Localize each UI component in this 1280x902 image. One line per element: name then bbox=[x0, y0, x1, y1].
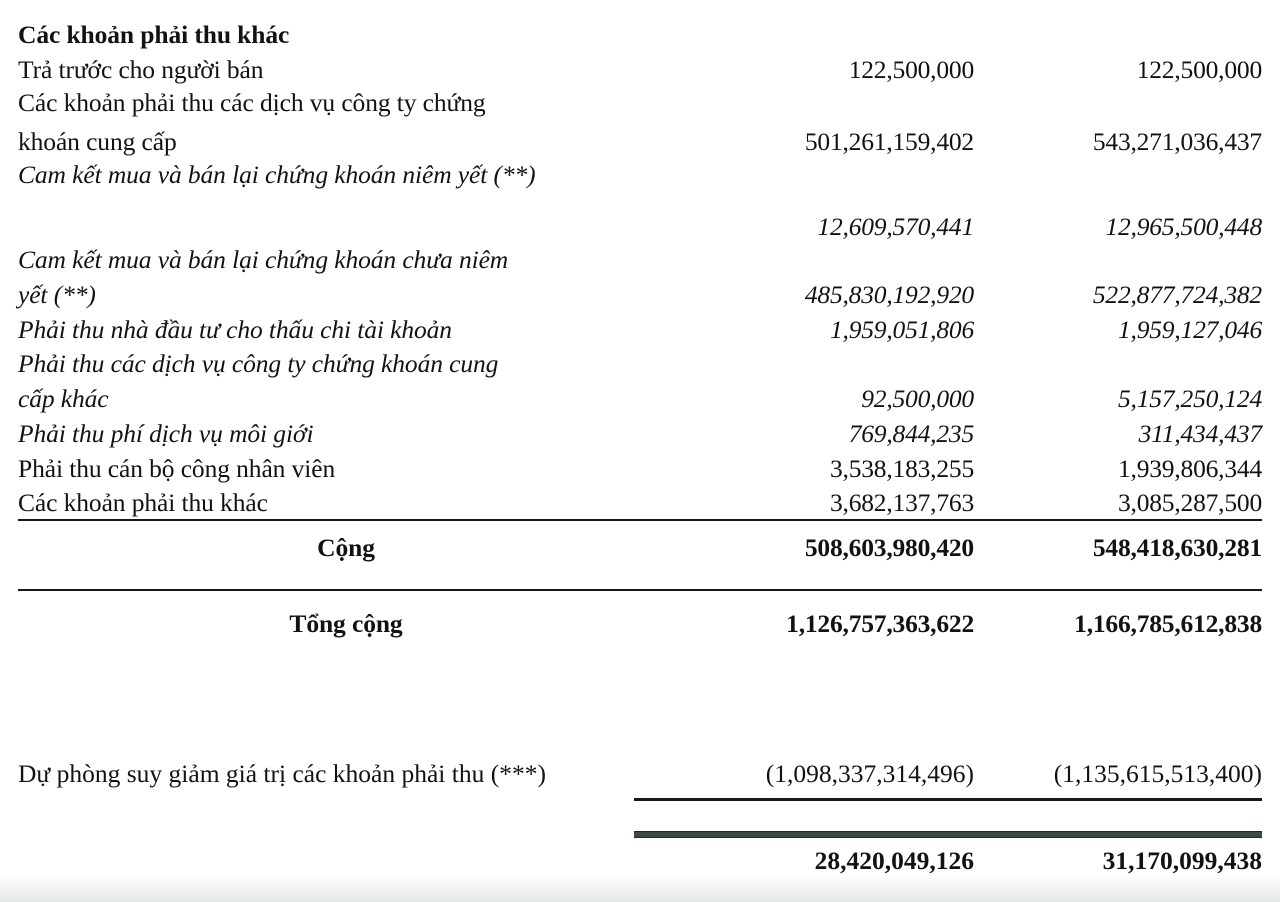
subtotal-label: Cộng bbox=[18, 520, 634, 564]
row-value-col1-placeholder bbox=[634, 243, 976, 276]
grand-total-value-col2: 1,166,785,612,838 bbox=[976, 590, 1262, 640]
table-row bbox=[18, 485, 1262, 520]
row-value-col2: 543,271,036,437 bbox=[1092, 127, 1262, 157]
row-value-col1-placeholder bbox=[634, 158, 976, 191]
table-row bbox=[18, 450, 1262, 485]
spacer-col1 bbox=[634, 564, 976, 590]
row-value-col1: 1,959,051,806 bbox=[829, 315, 974, 345]
net-total-row bbox=[18, 845, 1262, 877]
section-heading: Các khoản phải thu khác bbox=[18, 20, 290, 49]
row-value-col2-placeholder bbox=[976, 158, 1262, 191]
table-row-spacer bbox=[18, 564, 1262, 590]
row-value-col1: 485,830,192,920 bbox=[804, 280, 974, 310]
row-label-continued: cấp khác bbox=[18, 383, 109, 413]
grand-total-value-col1: 1,126,757,363,622 bbox=[634, 590, 976, 640]
row-label: Trả trước cho người bán bbox=[18, 55, 264, 84]
net-total-value-col2: 31,170,099,438 bbox=[1102, 846, 1262, 875]
table-row bbox=[18, 312, 1262, 347]
row-label: Phải thu phí dịch vụ môi giới bbox=[18, 418, 314, 448]
row-value-col2: 522,877,724,382 bbox=[1092, 280, 1262, 310]
row-label-spacer bbox=[18, 191, 634, 243]
row-value-col1-placeholder bbox=[634, 347, 976, 380]
row-value-col2: 1,939,806,344 bbox=[1117, 453, 1262, 483]
row-value-col2: 3,085,287,500 bbox=[1117, 487, 1262, 517]
section-heading-col2-blank bbox=[976, 18, 1262, 51]
table-row-wrap-line2 bbox=[18, 380, 1262, 415]
row-value-col2-placeholder bbox=[976, 86, 1262, 119]
table-row bbox=[18, 51, 1262, 86]
row-value-col2: 122,500,000 bbox=[1136, 55, 1262, 84]
table-row-wrap-line1 bbox=[18, 243, 1262, 276]
row-label: Các khoản phải thu các dịch vụ công ty chứng bbox=[18, 88, 486, 118]
table-row-wrap-line2 bbox=[18, 277, 1262, 312]
row-value-col1: 12,609,570,441 bbox=[817, 212, 974, 242]
row-value-col1: 501,261,159,402 bbox=[804, 127, 974, 157]
section-heading-col1-blank bbox=[634, 18, 976, 51]
row-label: Phải thu cán bộ công nhân viên bbox=[18, 453, 336, 483]
provision-value-col2: (1,135,615,513,400) bbox=[1053, 759, 1262, 788]
row-value-col2: 12,965,500,448 bbox=[1105, 212, 1262, 242]
table-row-section-heading bbox=[18, 18, 1262, 51]
grand-total-label: Tổng cộng bbox=[18, 590, 634, 640]
row-value-col2-placeholder bbox=[976, 243, 1262, 276]
row-label: Phải thu nhà đầu tư cho thấu chi tài khoản bbox=[18, 315, 452, 345]
scan-edge-shading bbox=[0, 876, 1280, 902]
row-label-continued: khoán cung cấp bbox=[18, 127, 177, 157]
row-value-col1: 769,844,235 bbox=[848, 418, 974, 448]
row-value-col2: 5,157,250,124 bbox=[1117, 383, 1262, 413]
table-row-italic-values bbox=[18, 191, 1262, 243]
row-label: Các khoản phải thu khác bbox=[18, 487, 268, 517]
provision-value-col1: (1,098,337,314,496) bbox=[765, 759, 974, 788]
table-row-wrap-line1 bbox=[18, 86, 1262, 119]
spacer-col2 bbox=[976, 564, 1262, 590]
row-value-col2: 311,434,437 bbox=[1138, 418, 1262, 448]
row-label: Cam kết mua và bán lại chứng khoán niêm yết (**) bbox=[18, 160, 536, 190]
provision-row bbox=[18, 758, 1262, 790]
table-row-grand-total bbox=[18, 590, 1262, 640]
table-row-wrap-line2 bbox=[18, 119, 1262, 158]
row-label: Cam kết mua và bán lại chứng khoán chưa niêm bbox=[18, 245, 509, 275]
spacer-label bbox=[18, 564, 634, 590]
row-label-continued: yết (**) bbox=[18, 280, 96, 310]
row-label: Phải thu các dịch vụ công ty chứng khoán cung bbox=[18, 348, 499, 378]
net-total-value-col1: 28,420,049,126 bbox=[814, 846, 974, 875]
row-value-col2-placeholder bbox=[976, 347, 1262, 380]
table-row-wrap-line1 bbox=[18, 347, 1262, 380]
row-value-col1: 122,500,000 bbox=[848, 55, 974, 84]
table-row-italic-label bbox=[18, 158, 1262, 191]
net-total-top-rule bbox=[634, 831, 1262, 838]
provision-label: Dự phòng suy giảm giá trị các khoản phải thu (***) bbox=[18, 759, 546, 788]
subtotal-value-col1: 508,603,980,420 bbox=[634, 520, 976, 564]
row-value-col1: 92,500,000 bbox=[861, 383, 974, 413]
table-row-subtotal bbox=[18, 520, 1262, 564]
subtotal-value-col2: 548,418,630,281 bbox=[976, 520, 1262, 564]
row-value-col2: 1,959,127,046 bbox=[1117, 315, 1262, 345]
row-value-col1-placeholder bbox=[634, 86, 976, 119]
row-value-col1: 3,682,137,763 bbox=[829, 487, 974, 517]
row-value-col1: 3,538,183,255 bbox=[829, 453, 974, 483]
receivables-table bbox=[18, 18, 1262, 640]
provision-underline-rule bbox=[634, 798, 1262, 801]
table-row bbox=[18, 415, 1262, 450]
